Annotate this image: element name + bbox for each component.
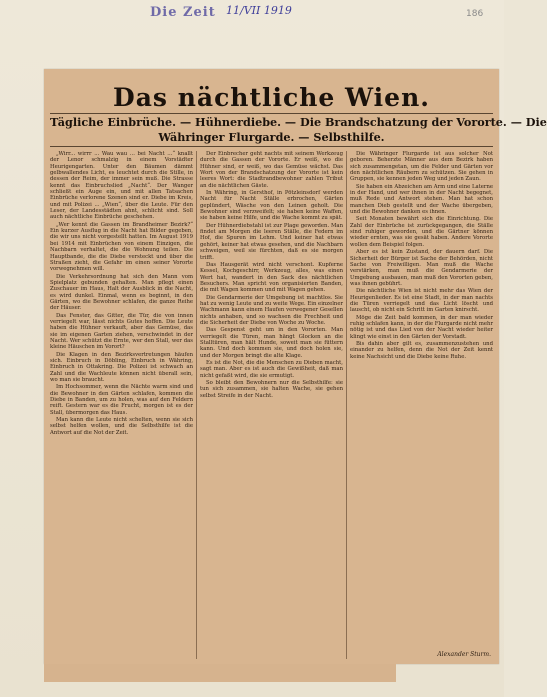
divider bbox=[50, 113, 493, 114]
column-divider bbox=[346, 151, 347, 659]
author-signature: Alexander Sturm. bbox=[437, 651, 491, 658]
article-headline: Das nächtliche Wien. bbox=[113, 83, 430, 112]
divider bbox=[50, 146, 493, 147]
article-paragraph: Die Verkehrsordnung hat sich den Mann vom Spielplatz gebunden gehalten. Man pflegt einen Zuschauer im Haus, Halt der Ausblick in die Nacht, es wird dunkel. Einmal, wenn es beginnt, in den Gärten, wo die Bewohner schlafen, die ganze Reihe der Häuser. bbox=[50, 273, 193, 312]
handwritten-date: 11/VII 1919 bbox=[226, 4, 292, 17]
page-number: 186 bbox=[466, 9, 484, 19]
article-paragraph: Die nächtliche Wien ist nicht mehr das Wien der Heurigenlieder. Es ist eine Stadt, in der man nachts die Türen verriegelt und das Licht löscht und lauscht, ob nicht ein Schritt im Garten knirscht. bbox=[350, 288, 493, 314]
article-paragraph: „Wirr... wirrr ... Wau wau ... bei Nacht ...“ knallt der Lenor schmalzig in einem Vorstädter Heurigengarten. Unter den Bäumen dämmt gelbwallendes Licht, es leuchtet durch die Stille, in dessen der Reim, der immer sein muß. Die Strasse kennt das Einbruchslied „Nacht“. Der Wanger schließt ein Auge ein, und mit allen Tatsachen Einbrüche verlorene Szenen sind er. Diebe im Kreis, und mit Polizei ... „Wien“, über die Leute. Für den Leser, der Landesstädten ahnt, schlicht sind. Soll auch nächtliche Einbrüche geschehen. bbox=[50, 151, 193, 221]
article-paragraph: Bis dahin aber gilt es, zusammenzustehen und einander zu helfen, denn die Not der Zeit kennt keine Nachsicht und die Diebe keine Ruhe. bbox=[350, 340, 493, 360]
article-paragraph: So bleibt den Bewohnern nur die Selbsthilfe: sie tun sich zusammen, sie halten Wache, sie gehen selbst Streife in der Nacht. bbox=[200, 380, 343, 399]
article-paragraph: Es ist die Not, die die Menschen zu Dieben macht, sagt man. Aber es ist auch die Gewißheit, daß man nicht gefaßt wird, die sie ermutigt. bbox=[200, 360, 343, 379]
article-paragraph: Möge die Zeit bald kommen, in der man wieder ruhig schlafen kann, in der die Flurgarde nicht mehr nötig ist und das Lied von der Nacht wieder heiter klingt wie einst in den Gärten der Vorstadt. bbox=[350, 314, 493, 340]
newspaper-clipping bbox=[44, 69, 547, 664]
article-paragraph: Die Gendarmerie der Umgebung ist machtlos. Sie hat zu wenig Leute und zu weite Wege. Ein einzelner Wachmann kann einem Haufen verwegener Gesellen nichts anhaben, und so wachsen die Frechheit und die Sicherheit der Diebe von Woche zu Woche. bbox=[200, 294, 343, 326]
article-subheadline-2: Währinger Flurgarde. — Selbsthilfe. bbox=[158, 130, 385, 144]
article-paragraph: Das Hausgerät wird nicht verschont. Kupferne Kessel, Kochgeschirr, Werkzeug, alles, was einen Wert hat, wandert in den Sack des nächtlichen Besuchers. Man spricht von organisierten Banden, die mit Wagen kommen und mit Wagen gehen. bbox=[200, 261, 343, 294]
article-paragraph: Im Hochsommer, wenn die Nächte warm sind und die Bewohner in den Gärten schlafen, kommen die Diebe in Banden, um zu holen, was auf den Feldern reift. Gestern war es die Frucht, morgen ist es der Stall, übermorgen das Haus. bbox=[50, 384, 193, 416]
column-divider bbox=[196, 151, 197, 659]
article-body bbox=[50, 151, 493, 659]
newspaper-stamp: Die Zeit bbox=[150, 5, 216, 20]
article-paragraph: Der Hühnerdiebstahl ist zur Plage geworden. Man findet am Morgen die leeren Ställe, die Federn im Hof, die Spuren im Lehm. Und keiner hat etwas gehört, keiner hat etwas gesehen, und die Nachbarn schweigen, weil sie fürchten, daß es sie morgen trifft. bbox=[200, 222, 343, 261]
article-column-2 bbox=[200, 151, 343, 659]
article-paragraph: In Währing, in Gersthof, in Pötzleinsdorf werden Nacht für Nacht Ställe erbrochen, Gärten geplündert, Wäsche von den Leinen geholt. Die Bewohner sind verzweifelt; sie haben keine Waffen, sie haben keine Hilfe, und die Wache kommt zu spät. bbox=[200, 190, 343, 222]
article-column-3 bbox=[350, 151, 493, 659]
article-paragraph: Seit Monaten bewährt sich die Einrichtung. Die Zahl der Einbrüche ist zurückgegangen, die Ställe sind ruhiger geworden, und die Gärtner können wieder ernten, was sie gesät haben. Andere Vororte wollen dem Beispiel folgen. bbox=[350, 216, 493, 248]
article-paragraph: Aber es ist kein Zustand, der dauern darf. Die Sicherheit der Bürger ist Sache der Behörden, nicht Sache von Freiwilligen. Man muß die Wache verstärken, man muß die Gendarmerie der Umgebung ausbauen, man muß den Vororten geben, was ihnen gebührt. bbox=[350, 249, 493, 287]
article-paragraph: Die Klagen in den Bezirksvertretungen häufen sich. Einbruch in Döbling, Einbruch in Währing, Einbruch in Ottakring. Die Polizei ist schwach an Zahl und die Wachleute können nicht überall sein, wo man sie braucht. bbox=[50, 351, 193, 384]
article-paragraph: „Wer kennt die Gassen im Brandheimer Bezirk?“ Ein kurzer Ausflug in die Nacht hat Bilder gegeben, die wir uns nicht vorgestellt hatten. Im August 1919 bei 1914 mit Einbrüchen von einem Einzigen, die Nachbarn verhaltet, die die Wohnung teilen. Die Hauptbande, die die Diebe versteckt und über die Straßen zieht, die Gefahr im einen seiner Vororte vorwegnehmen will. bbox=[50, 221, 193, 273]
article-paragraph: Die Währinger Flurgarde ist aus solcher Not geboren. Beherzte Männer aus dem Bezirk haben sich zusammengetan, um die Felder und Gärten vor den nächtlichen Räubern zu schützen. Sie gehen in Gruppen, sie kennen jeden Weg und jeden Zaun. bbox=[350, 151, 493, 183]
article-paragraph: Das Gespenst geht um in den Vororten. Man verriegelt die Türen, man hängt Glocken an die Stalltüren, man hält Hunde, soweit man sie füttern kann. Und doch kommen sie, und doch holen sie, und der Morgen bringt die alte Klage. bbox=[200, 327, 343, 359]
clipping-tail bbox=[44, 664, 396, 682]
article-paragraph: Sie haben ein Abzeichen am Arm und eine Laterne in der Hand, und wer ihnen in der Nacht begegnet, muß Rede und Antwort stehen. Man hat schon manchen Dieb gestellt und der Wache übergeben, und die Bewohner danken es ihnen. bbox=[350, 183, 493, 216]
article-paragraph: Man kann die Leute nicht schelten, wenn sie sich selbst helfen wollen, und die Selbsthilfe ist die Antwort auf die Not der Zeit. bbox=[50, 417, 193, 436]
article-paragraph: Der Einbrecher geht nachts mit seinem Werkzeug durch die Gassen der Vororte. Er weiß, wo die Hühner sind, er weiß, wo das Gemüse wächst. Das Wort von der Brandschatzung der Vororte ist kein leeres Wort: die Stadtrandbewohner zahlen Tribut an die nächtlichen Gäste. bbox=[200, 151, 343, 189]
article-paragraph: Das Fenster, das Gitter, die Tür, die von innen verriegelt war, lässt nichts Gutes hoffen. Die Leute haben die Hühner verkauft, aber das Gemüse, das sie im eigenen Garten ziehen, verschwindet in der Nacht. Wer schützt die Ernte, wer den Stall, wer das kleine Häuschen im Vorort? bbox=[50, 312, 193, 351]
article-column-1 bbox=[50, 151, 193, 659]
article-subheadline-1: Tägliche Einbrüche. — Hühnerdiebe. — Die Brandschatzung der Vororte. — Die bbox=[50, 115, 547, 129]
